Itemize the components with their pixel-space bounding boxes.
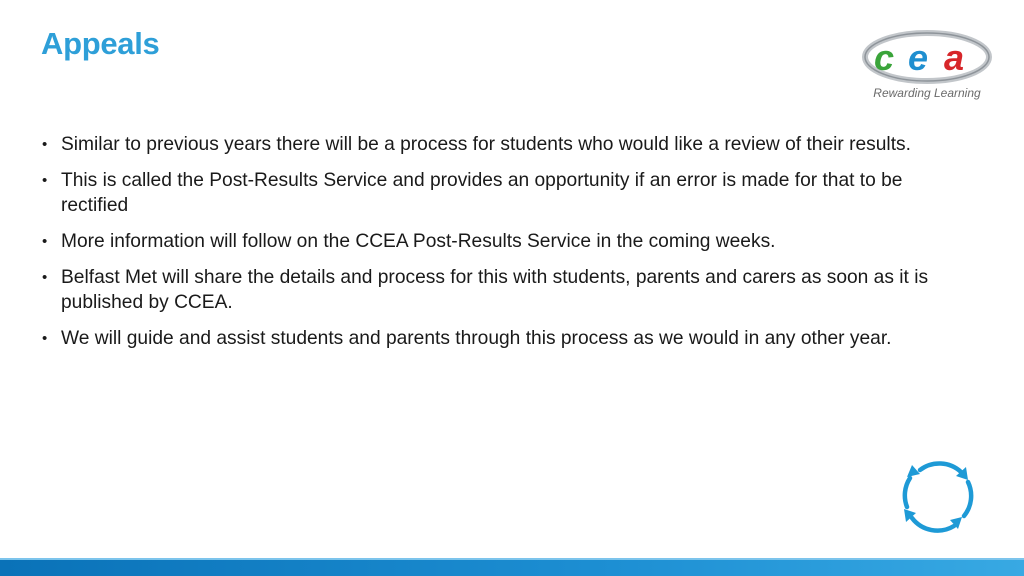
svg-text:c: c (874, 37, 895, 78)
bullet-item (40, 265, 970, 315)
svg-text:a: a (944, 37, 965, 78)
bottom-accent-bar (0, 560, 1024, 576)
svg-text:e: e (908, 37, 929, 78)
bullet-item (40, 168, 970, 218)
bullet-dot-icon: • (42, 330, 48, 347)
ccea-logo (860, 28, 994, 104)
bullet-item (40, 326, 970, 351)
bullet-text: Belfast Met will share the details and process for this with students, parents and carers as soon as it is published by CCEA. (61, 267, 929, 313)
bullet-item (40, 229, 970, 254)
bullet-text: We will guide and assist students and parents through this process as we would in any other year. (61, 328, 892, 349)
bullet-dot-icon: • (42, 136, 48, 153)
bullet-dot-icon: • (42, 269, 48, 286)
logo-tagline: Rewarding Learning (873, 86, 981, 100)
bullet-item (40, 132, 970, 157)
bullet-dot-icon: • (42, 172, 48, 189)
ccea-logo-icon (860, 28, 994, 86)
bullet-dot-icon: • (42, 233, 48, 250)
bullet-list (40, 132, 970, 362)
slide-title: Appeals (41, 26, 160, 61)
bullet-text: Similar to previous years there will be a process for students who would like a review of their results. (61, 134, 911, 155)
refresh-cycle-icon (898, 456, 978, 536)
bullet-text: More information will follow on the CCEA Post-Results Service in the coming weeks. (61, 231, 776, 252)
bullet-text: This is called the Post-Results Service and provides an opportunity if an error is made for that to be rectified (61, 170, 903, 216)
